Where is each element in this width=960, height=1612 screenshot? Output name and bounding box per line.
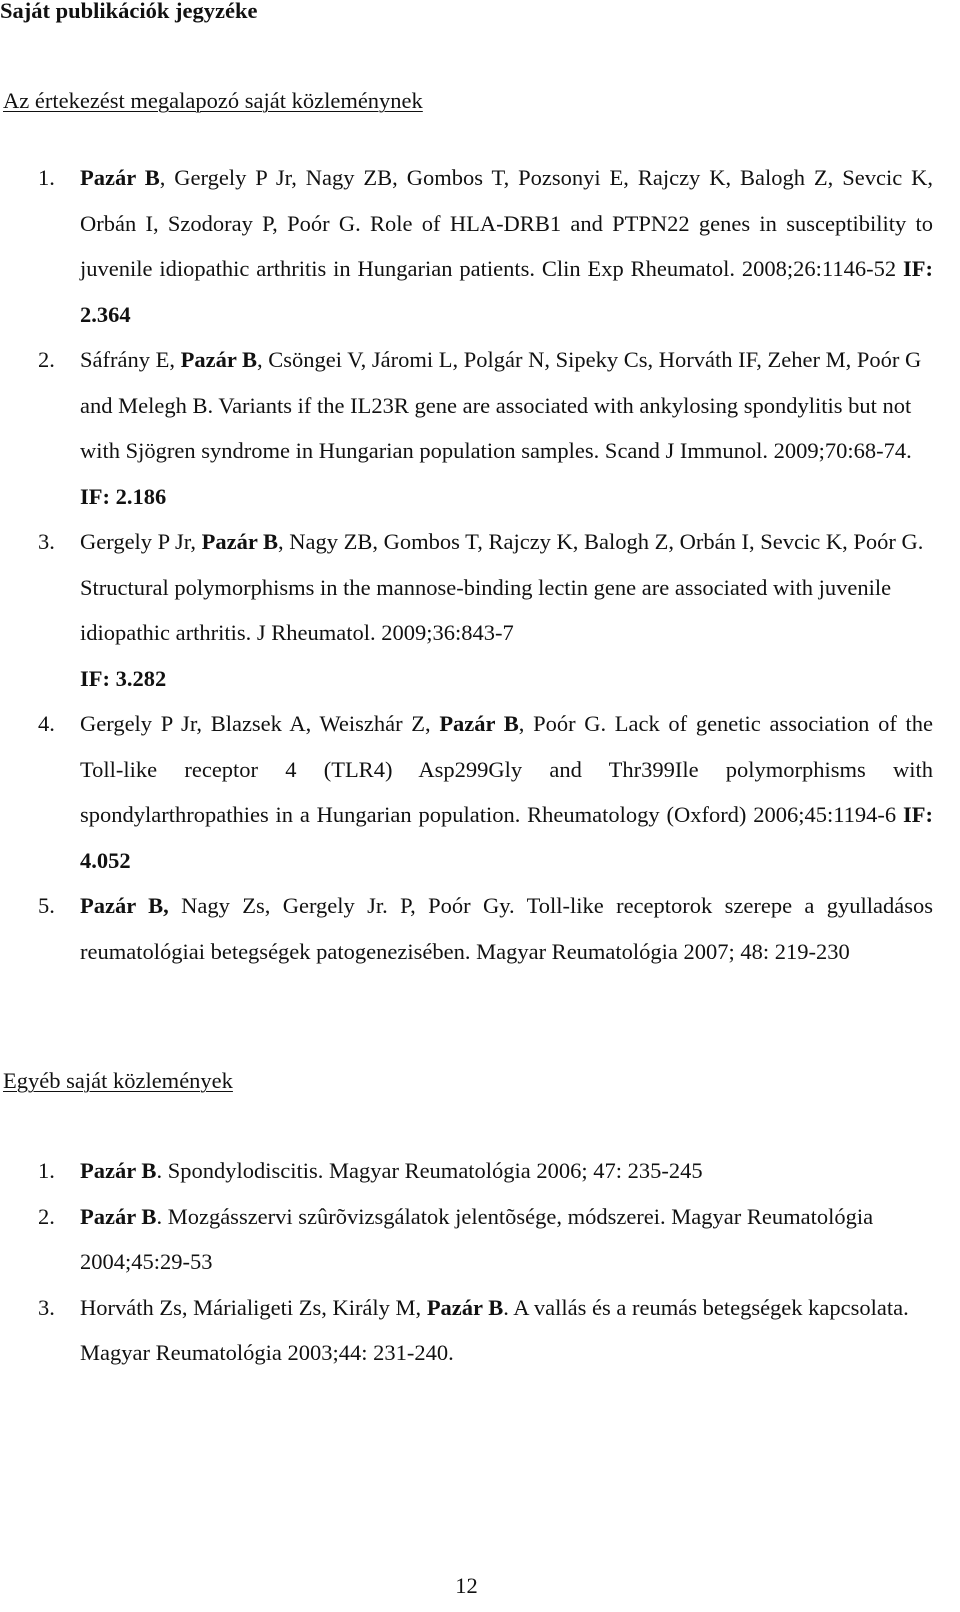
citation-authors: Horváth Zs, Márialigeti Zs, Király M, (80, 1294, 427, 1320)
publication-number: 2. (38, 347, 55, 372)
author-highlight: Pazár B (80, 1158, 157, 1183)
publication-item (0, 155, 933, 337)
publication-number: 1. (38, 165, 55, 190)
author-highlight: Pazár B (80, 165, 160, 190)
citation-text: . A vallás és a reumás betegségek kapcsolata. Magyar Reumatológia 2003;44: 231-240. (80, 1294, 909, 1365)
citation-text: Nagy Zs, Gergely Jr. P, Poór Gy. Toll-like receptorok szerepe a gyulladásos reumatológiai betegségek patogenezisében. Magyar Reumatológia 2007; 48: 219-230 (80, 893, 933, 964)
impact-factor: IF: 2.364 (80, 256, 933, 327)
impact-factor: IF: 4.052 (80, 802, 933, 873)
author-highlight: Pazár B (439, 711, 519, 736)
author-highlight: Pazár B (426, 1294, 504, 1320)
section-title-dissertation-publications: Az értekezést megalapozó saját közleménynek (3, 88, 423, 113)
publication-item (0, 337, 933, 519)
publication-item (0, 1285, 933, 1376)
dissertation-publication-list (0, 155, 933, 974)
other-publication-list (0, 1148, 933, 1376)
section-title-other-publications: Egyéb saját közlemények (3, 1068, 233, 1093)
page-number: 12 (455, 1573, 478, 1598)
impact-factor: IF: 2.186 (80, 483, 167, 509)
publication-number: 4. (38, 711, 55, 736)
publication-number: 3. (38, 529, 55, 554)
citation-text: , Poór G. Lack of genetic association of the Toll-like receptor 4 (TLR4) Asp299Gly and Thr399Ile polymorphisms with spondylarthropathies in a Hungarian population. Rheumatology (Oxford) 2006;45:1194-6 (80, 711, 933, 827)
citation-text: , Csöngei V, Járomi L, Polgár N, Sipeky Cs, Horváth IF, Zeher M, Poór G and Melegh B. Variants if the IL23R gene are associated with ankylosing spondylitis but not with Sjögren syndrome in Hungarian population samples. Scand J Immunol. 2009;70:68-74. (80, 347, 922, 463)
publication-item (0, 519, 933, 701)
citation-text: , Gergely P Jr, Nagy ZB, Gombos T, Pozsonyi E, Rajczy K, Balogh Z, Sevcic K, Orbán I, Szodoray P, Poór G. Role of HLA-DRB1 and PTPN22 genes in susceptibility to juvenile idiopathic arthritis in Hungarian patients. Clin Exp Rheumatol. 2008;26:1146-52 (80, 165, 933, 281)
publication-number: 2. (38, 1203, 55, 1229)
page-heading: Saját publikációk jegyzéke (0, 0, 258, 23)
citation-authors: Sáfrány E, (80, 347, 181, 372)
impact-factor: IF: 3.282 (80, 665, 167, 691)
citation-text: . Spondylodiscitis. Magyar Reumatológia 2006; 47: 235-245 (156, 1158, 703, 1183)
author-highlight: Pazár B (201, 529, 279, 554)
author-highlight: Pazár B, (80, 893, 169, 918)
publication-number: 3. (38, 1294, 55, 1320)
publication-item (0, 883, 933, 974)
publication-number: 1. (38, 1158, 55, 1183)
publication-item (0, 1194, 933, 1285)
publication-number: 5. (38, 893, 55, 918)
citation-authors: Gergely P Jr, Blazsek A, Weiszhár Z, (80, 711, 440, 736)
publication-item (0, 701, 933, 883)
author-highlight: Pazár B (80, 1203, 157, 1229)
author-highlight: Pazár B (180, 347, 258, 372)
citation-authors: Gergely P Jr, (80, 529, 202, 554)
publication-item (0, 1148, 933, 1194)
citation-text: , Nagy ZB, Gombos T, Rajczy K, Balogh Z, Orbán I, Sevcic K, Poór G. Structural polymorphisms in the mannose-binding lectin gene are associated with juvenile idiopathic arthritis. J Rheumatol. 2009;36:843-7 (80, 529, 924, 645)
citation-text: . Mozgásszervi szûrõvizsgálatok jelentõsége, módszerei. Magyar Reumatológia 2004;45:29-53 (80, 1203, 874, 1274)
